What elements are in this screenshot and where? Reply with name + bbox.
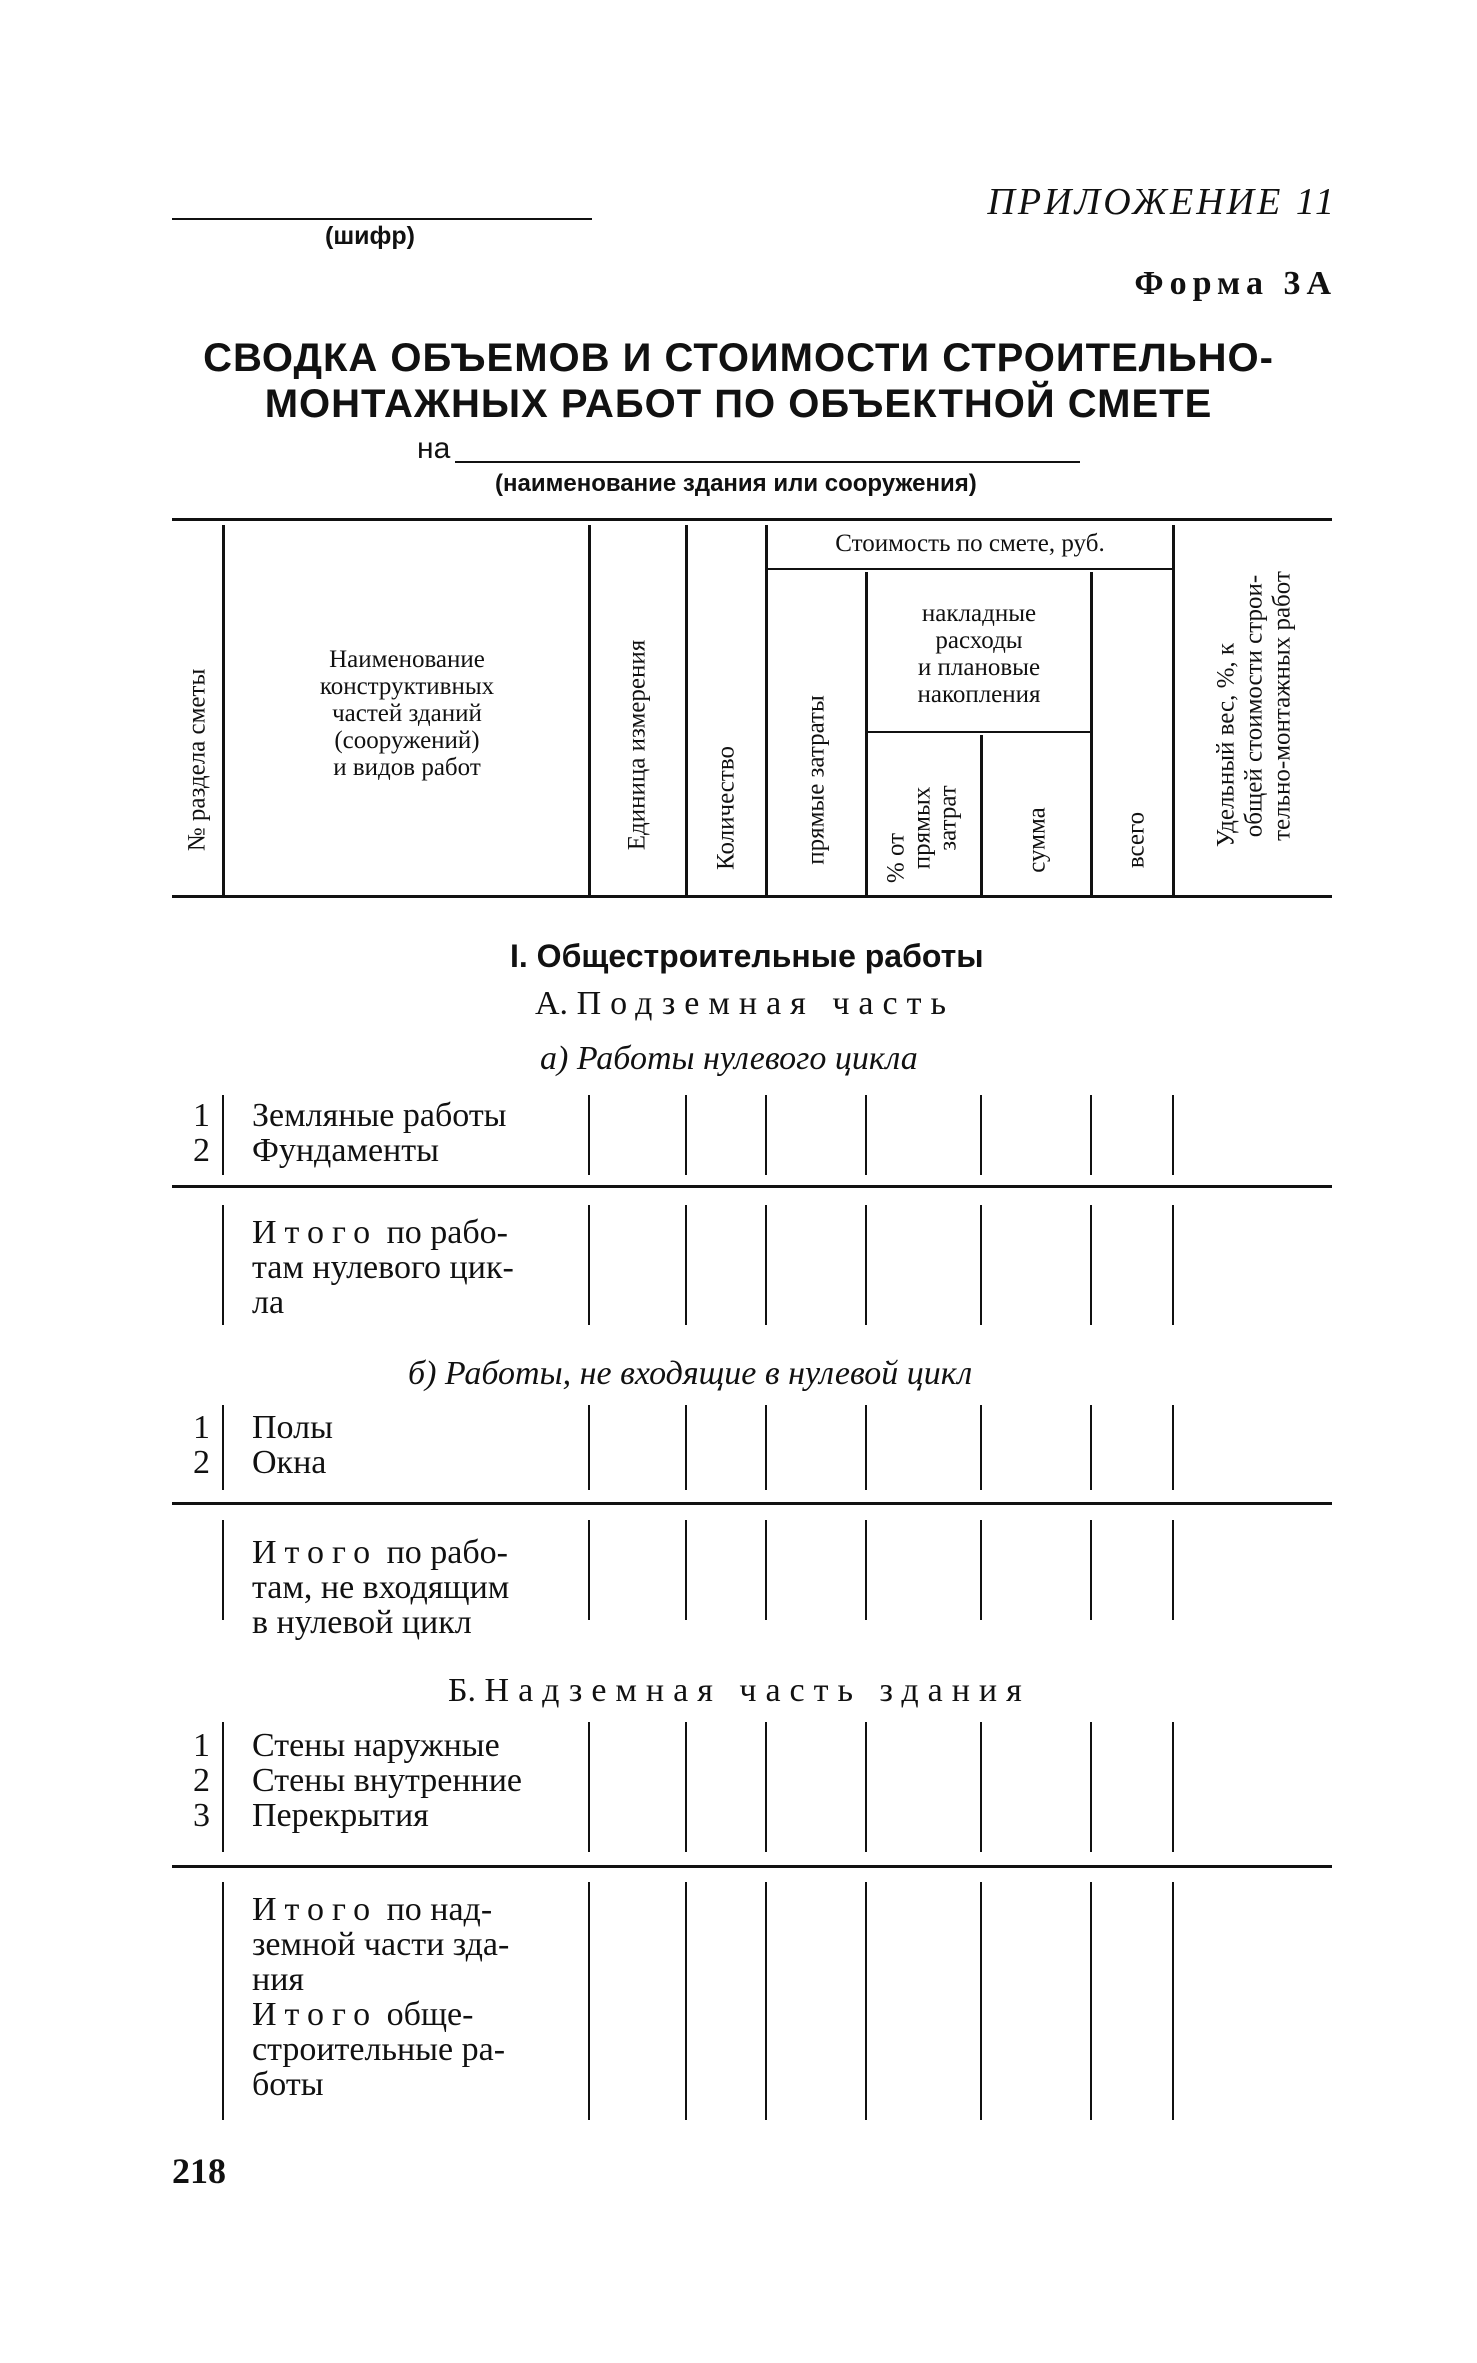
row-name: Окна [252,1444,327,1481]
row-number: 3 [193,1797,210,1834]
cipher-line [172,218,592,220]
header-pct-1: % от [882,832,910,884]
cipher-label: (шифр) [325,222,416,250]
col-divider [588,525,591,895]
subsection-letter: А. [535,985,569,1022]
total-word: Итого [252,1891,379,1928]
column-rule [865,1722,867,1852]
column-rule [865,1405,867,1490]
row-name: Стены наружные [252,1727,500,1764]
row-name: Земляные работы [252,1097,507,1134]
header-bottom-rule [172,895,1332,898]
block-rule [172,1502,1332,1505]
total-rest: по над- земной части зда- ния [252,1891,510,1998]
header-pct-2: прямых [908,786,936,870]
row-name: Фундаменты [252,1132,439,1169]
subheader-rule [768,568,1172,570]
column-rule [980,1520,982,1620]
header-name: Наименование конструктивных частей зданий (сооружений) и видов работ [319,646,495,781]
row-number: 1 [193,1409,210,1446]
total-rest: по рабо- там нулевого цик- ла [252,1214,514,1321]
column-rule [588,1405,590,1490]
title-line-1: СВОДКА ОБЪЕМОВ И СТОИМОСТИ СТРОИТЕЛЬНО- [203,336,1274,380]
header-qty: Количество [712,746,740,870]
column-rule [765,1882,767,2120]
column-rule [1090,1882,1092,2120]
section-heading: I. Общестроительные работы [510,938,984,974]
column-rule [222,1882,224,2120]
form-label: Форма 3А [1134,265,1337,302]
col-divider [222,525,225,895]
row-name: Перекрытия [252,1797,429,1834]
row-number: 2 [193,1444,210,1481]
group-a-total [252,1215,612,1320]
column-rule [685,1722,687,1852]
subsection-heading [535,985,955,1023]
column-rule [685,1882,687,2120]
column-rule [588,1882,590,2120]
header-share-3: тельно-монтажных работ [1268,571,1296,841]
column-rule [765,1405,767,1490]
row-number: 1 [193,1727,210,1764]
subsection-letter: Б. [448,1672,477,1709]
column-rule [980,1095,982,1175]
subsection-title: Подземная часть [576,985,955,1022]
grand-total [252,1997,612,2102]
column-rule [222,1520,224,1620]
header-top-rule [172,518,1332,521]
column-rule [765,1722,767,1852]
header-cost-group: Стоимость по смете, руб. [835,530,1105,557]
row-number: 2 [193,1762,210,1799]
column-rule [765,1205,767,1325]
header-share-1: Удельный вес, %, к [1212,642,1240,848]
block-rule [172,1865,1332,1868]
column-rule [1172,1095,1174,1175]
column-rule [1172,1520,1174,1620]
group-b-total [252,1535,612,1640]
row-name: Полы [252,1409,333,1446]
column-rule [1090,1722,1092,1852]
column-rule [222,1095,224,1175]
header-overhead-group: накладные расходы и плановые накопления [917,600,1041,708]
object-prefix: на [417,432,451,465]
title-line-2: МОНТАЖНЫХ РАБОТ ПО ОБЪЕКТНОЙ СМЕТЕ [264,382,1213,426]
column-rule [980,1405,982,1490]
column-rule [1090,1095,1092,1175]
header-sum: сумма [1023,807,1051,873]
header-total: всего [1122,811,1150,869]
column-rule [1172,1882,1174,2120]
column-rule [685,1405,687,1490]
column-rule [1172,1205,1174,1325]
column-rule [685,1095,687,1175]
header-share-2: общей стоимости строи- [1240,574,1268,838]
header-unit: Единица измерения [623,639,651,851]
header-pct-3: затрат [934,785,962,851]
header-direct: прямые затраты [802,695,830,865]
total-word: Итого [252,1534,379,1571]
appendix-label: ПРИЛОЖЕНИЕ 11 [987,181,1337,223]
subsection-heading [448,1672,1031,1710]
row-name: Стены внутренние [252,1762,523,1799]
column-rule [685,1520,687,1620]
column-rule [980,1205,982,1325]
column-rule [865,1520,867,1620]
subsection-title: Надземная часть здания [484,1672,1031,1709]
page-number: 218 [172,2151,226,2191]
group-heading: а) Работы нулевого цикла [540,1040,918,1077]
column-rule [765,1520,767,1620]
group-heading: б) Работы, не входящие в нулевой цикл [408,1355,973,1392]
col-divider [685,525,688,895]
column-rule [222,1405,224,1490]
column-rule [1090,1520,1092,1620]
column-rule [1172,1722,1174,1852]
total-word: Итого [252,1214,379,1251]
total-rest: обще- строительные ра- боты [252,1996,506,2103]
column-rule [222,1722,224,1852]
block-rule [172,1185,1332,1188]
column-rule [685,1205,687,1325]
sub-b-total [252,1892,612,1997]
col-divider [765,525,768,895]
header-section-no: № раздела сметы [183,668,211,852]
column-rule [865,1882,867,2120]
column-rule [980,1722,982,1852]
row-number: 2 [193,1132,210,1169]
column-rule [588,1095,590,1175]
column-rule [765,1095,767,1175]
column-rule [1090,1405,1092,1490]
row-number: 1 [193,1097,210,1134]
object-caption: (наименование здания или сооружения) [495,470,977,497]
column-rule [588,1722,590,1852]
column-rule [865,1095,867,1175]
column-rule [222,1205,224,1325]
column-rule [1172,1405,1174,1490]
total-rest: по рабо- там, не входящим в нулевой цикл [252,1534,510,1641]
column-rule [1090,1205,1092,1325]
total-word: Итого [252,1996,379,2033]
column-rule [588,1205,590,1325]
col-divider [1090,572,1093,895]
col-divider [980,735,983,895]
object-name-line [455,461,1080,463]
document-title [0,335,1477,427]
column-rule [588,1520,590,1620]
subheader-rule [868,731,1090,733]
col-divider [1172,525,1175,895]
column-rule [865,1205,867,1325]
column-rule [980,1882,982,2120]
